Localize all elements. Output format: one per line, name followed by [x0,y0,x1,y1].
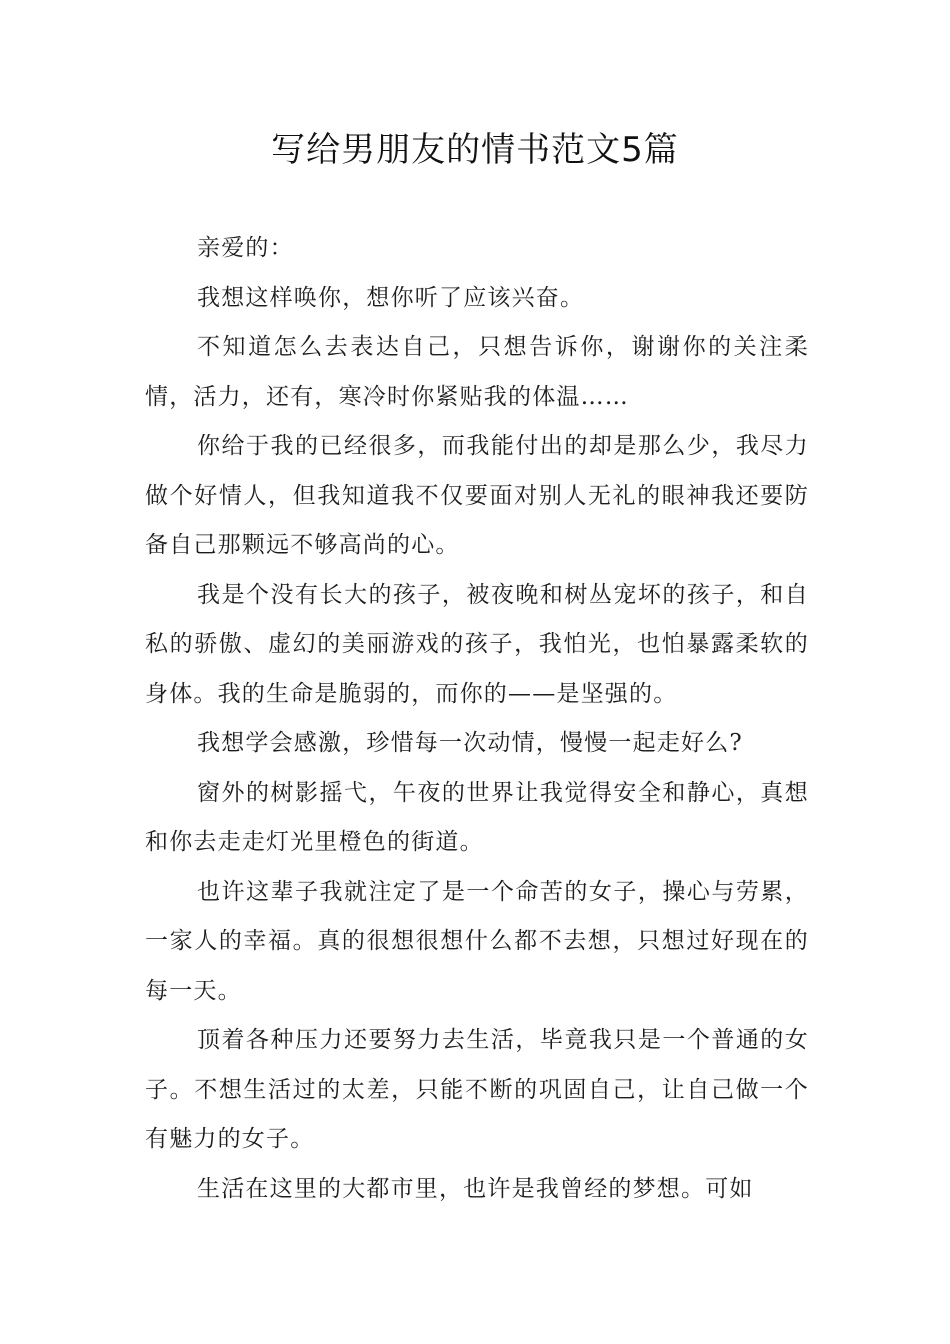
paragraph-salutation: 亲爱的： [197,235,294,261]
document-body [145,224,809,1214]
paragraph: 我想学会感激，珍惜每一次动情，慢慢一起走好么? [197,730,743,756]
paragraph: 我是个没有长大的孩子，被夜晚和树丛宠坏的孩子，和自私的骄傲、虚幻的美丽游戏的孩子，我怕光，也怕暴露柔软的身体。我的生命是脆弱的，而你的——是坚强的。 [145,581,809,707]
paragraph: 窗外的树影摇弋，午夜的世界让我觉得安全和静心，真想和你去走走灯光里橙色的街道。 [145,779,809,855]
paragraph: 生活在这里的大都市里，也许是我曾经的梦想。可如 [197,1175,754,1202]
document-title: 写给男朋友的情书范文5篇 [271,130,679,170]
paragraph: 你给于我的已经很多，而我能付出的却是那么少，我尽力做个好情人，但我知道我不仅要面对别人无礼的眼神我还要防备自己那颗远不够高尚的心。 [145,433,809,558]
paragraph: 不知道怎么去表达自己，只想告诉你，谢谢你的关注柔情，活力，还有，寒冷时你紧贴我的体温…… [145,334,809,410]
paragraph: 也许这辈子我就注定了是一个命苦的女子，操心与劳累，一家人的幸福。真的很想很想什么都不去想，只想过好现在的每一天。 [145,878,809,1004]
paragraph: 顶着各种压力还要努力去生活，毕竟我只是一个普通的女子。不想生活过的太差，只能不断的巩固自己，让自己做一个有魅力的女子。 [145,1027,809,1152]
paragraph: 我想这样唤你，想你听了应该兴奋。 [197,284,585,311]
